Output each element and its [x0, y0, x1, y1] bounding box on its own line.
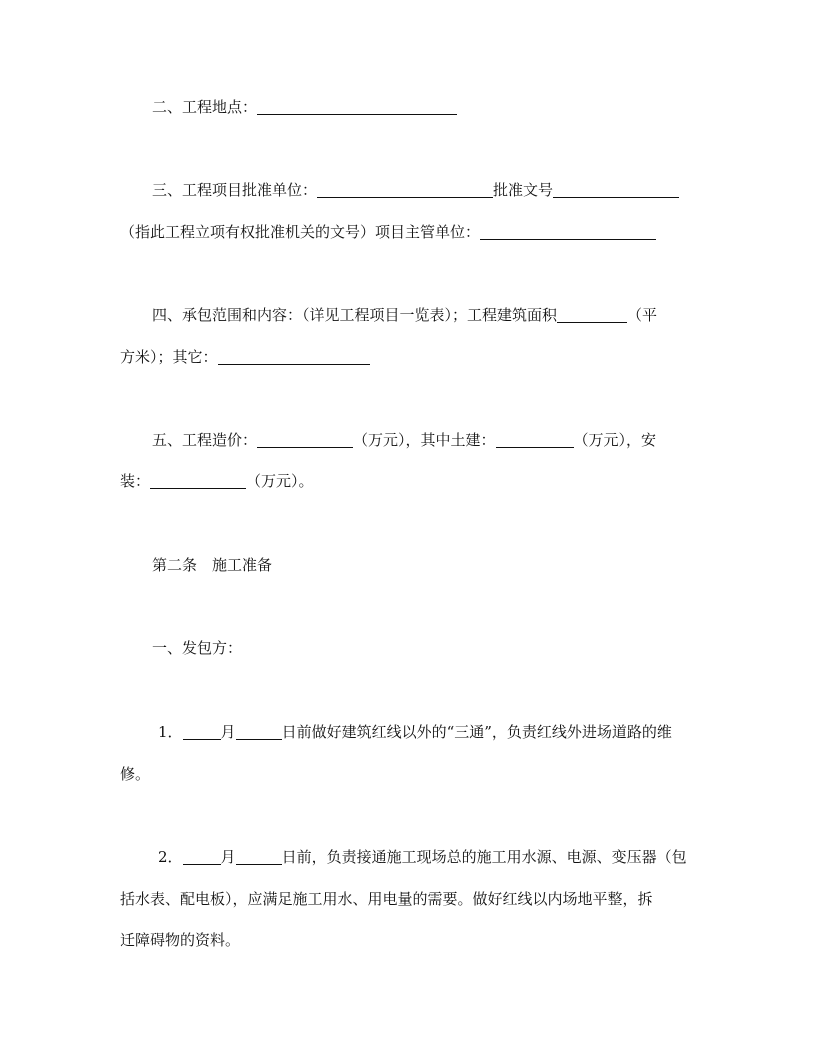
scope-unit-open: （平 [627, 306, 658, 324]
item-2-number: 2． [158, 848, 183, 866]
item-2-cont-1: 括水表、配电板），应满足施工用水、用电量的需要。做好红线以内场地平整，拆 [120, 890, 653, 908]
item-1-text: 日前做好建筑红线以外的“三通”，负责红线外进场道路的维 [281, 723, 672, 741]
item-1-number: 1． [158, 723, 183, 741]
article-2-title: 第二条 施工准备 [152, 556, 273, 574]
item-2-month-blank [183, 848, 221, 865]
item-1-month-blank [183, 723, 221, 740]
employer-heading: 一、发包方： [152, 639, 243, 657]
cost-label: 五、工程造价： [152, 431, 258, 449]
item-1-cont: 修。 [120, 765, 151, 783]
approval-no-blank [553, 181, 679, 198]
item-1-month: 月 [220, 723, 236, 741]
item-2-day-blank [236, 848, 282, 865]
item-2-month: 月 [220, 848, 236, 866]
section-3-approval [152, 180, 679, 200]
install-unit: （万元）。 [246, 472, 314, 490]
scope-other-label: 方米）；其它： [120, 348, 218, 366]
section-2-location [152, 97, 457, 117]
approval-unit-blank [317, 181, 493, 198]
location-label: 二、工程地点： [152, 98, 258, 116]
approval-no-label: 批准文号 [493, 181, 554, 199]
install-cost-blank [150, 472, 246, 489]
approval-note: （指此工程立项有权批准机关的文号）项目主管单位： [120, 223, 481, 241]
section-4-scope [152, 305, 657, 325]
section-5-install [120, 471, 314, 491]
item-2-cont-2: 迁障碍物的资料。 [120, 931, 241, 949]
section-5-cost [152, 430, 656, 450]
item-2 [158, 847, 687, 867]
other-blank [218, 348, 370, 365]
floor-area-blank [557, 306, 627, 323]
civil-cost-label: （万元），其中土建： [353, 431, 496, 449]
section-3-note [120, 222, 656, 242]
approval-unit-label: 三、工程项目批准单位： [152, 181, 318, 199]
section-4-other [120, 347, 370, 367]
civil-cost-blank [496, 431, 574, 448]
install-label: 装： [120, 472, 151, 490]
item-2-text: 日前，负责接通施工现场总的施工用水源、电源、变压器（包 [281, 848, 687, 866]
item-1 [158, 722, 672, 742]
item-1-day-blank [236, 723, 282, 740]
install-cost-label: （万元），安 [573, 431, 657, 449]
supervisor-unit-blank [480, 223, 656, 240]
location-blank [257, 98, 457, 115]
scope-text: 四、承包范围和内容：（详见工程项目一览表）；工程建筑面积 [152, 306, 558, 324]
total-cost-blank [257, 431, 353, 448]
